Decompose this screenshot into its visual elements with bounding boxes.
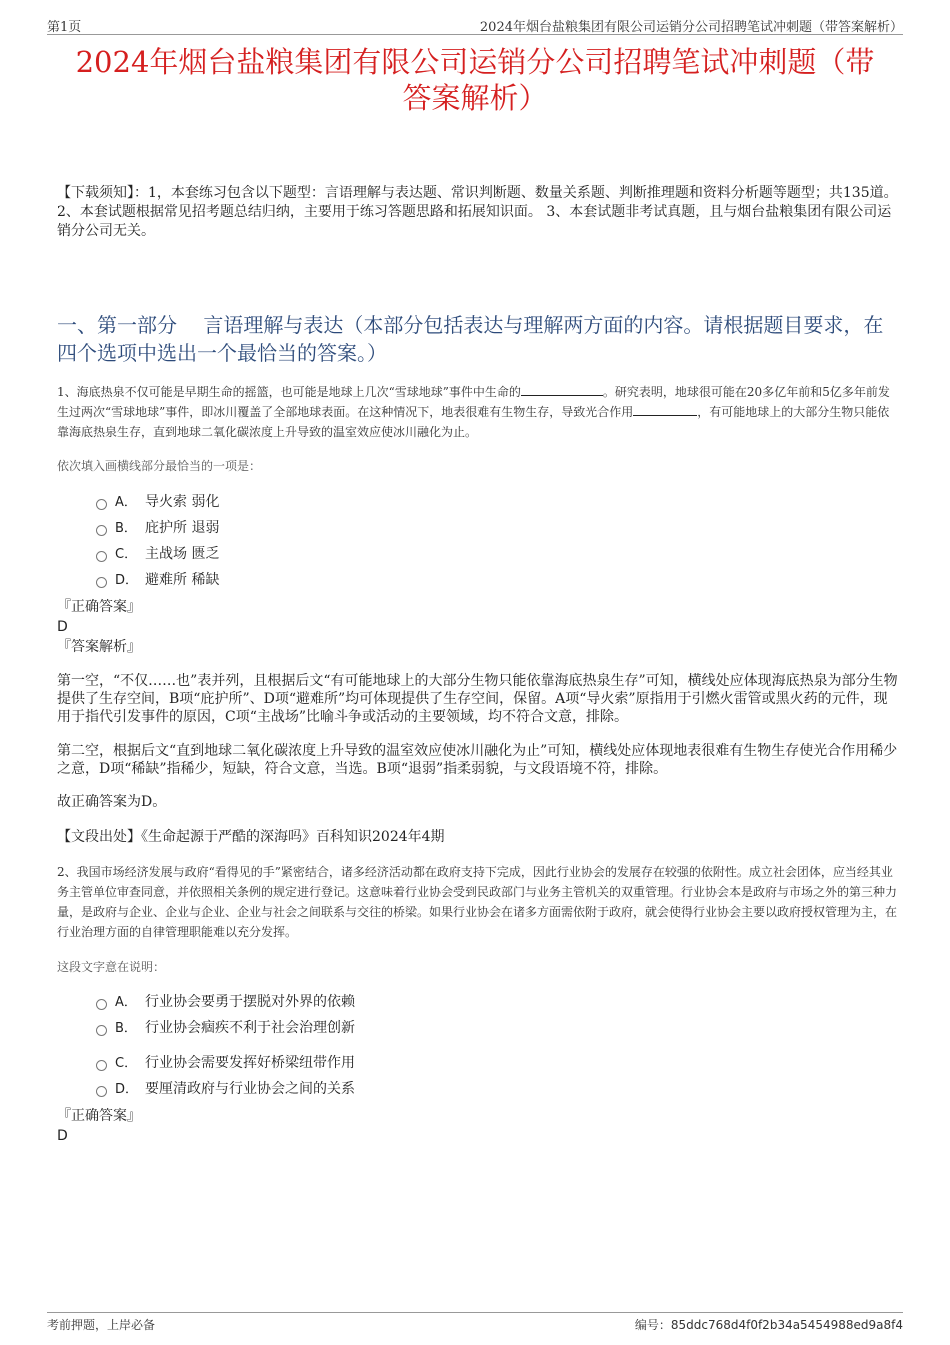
- option-text: 避难所 稀缺: [145, 572, 220, 588]
- footer-code-value: 85ddc768d4f0f2b34a5454988ed9a8f4: [670, 1318, 903, 1332]
- source-text: 《生命起源于严酷的深海吗》百科知识2024年4期: [141, 829, 445, 845]
- document-title: [40, 44, 910, 116]
- question-2-option-d[interactable]: [96, 1079, 355, 1099]
- option-letter: B．: [115, 1021, 137, 1036]
- option-letter: C．: [115, 1056, 138, 1071]
- question-2-answer: D: [57, 1128, 68, 1144]
- option-text: 行业协会需要发挥好桥梁纽带作用: [145, 1055, 355, 1071]
- notice-text: ：1，本套练习包含以下题型：言语理解与表达题、常识判断题、数量关系题、判断推理题和资料分析题等题型；共135道。 2、本套试题根据常见招考题总结归纳，主要用于练习答题思路和拓展知识面。 3、本套试题非考试真题，且与烟台盐粮集团有限公司运销分公司无关。: [57, 185, 898, 239]
- option-letter: C．: [115, 547, 138, 562]
- page-number: 第1页: [47, 20, 82, 35]
- option-letter: A．: [115, 495, 137, 510]
- radio-icon[interactable]: [96, 1086, 107, 1097]
- footer-code: [635, 1316, 903, 1333]
- option-text: 行业协会要勇于摆脱对外界的依赖: [145, 994, 355, 1010]
- header-doc-title: 2024年烟台盐粮集团有限公司运销分公司招聘笔试冲刺题（带答案解析）: [479, 20, 903, 35]
- source-label: 【文段出处】: [57, 829, 141, 845]
- question-2-option-a[interactable]: [96, 992, 355, 1012]
- radio-icon[interactable]: [96, 1060, 107, 1071]
- option-text: 要厘清政府与行业协会之间的关系: [145, 1081, 355, 1097]
- answer-blank-2: [633, 403, 697, 416]
- radio-icon[interactable]: [96, 499, 107, 510]
- option-letter: B．: [115, 521, 137, 536]
- analysis-paragraph-1: 第一空，“不仅……也”表并列，且根据后文“有可能地球上的大部分生物只能依靠海底热泉生存”可知，横线处应体现海底热泉为部分生物提供了生存空间，B项“庇护所”、D项“避难所”均可体现提供了生存空间，保留。A项“导火索”原指用于引燃火雷管或黑火药的元件，现用于指代引发事件的原因，C项“主战场”比喻斗争或活动的主要领域，均不符合文意，排除。: [57, 673, 898, 725]
- question-2-prompt: 这段文字意在说明：: [57, 960, 166, 974]
- question-1-option-d[interactable]: [96, 570, 219, 590]
- question-1-option-c[interactable]: [96, 544, 219, 564]
- document-title-line-1: 2024年烟台盐粮集团有限公司运销分公司招聘笔试冲刺题（带: [75, 45, 875, 79]
- option-letter: A．: [115, 995, 137, 1010]
- option-letter: D．: [115, 1082, 139, 1097]
- question-2-answer-label: 『正确答案』: [57, 1108, 141, 1124]
- notice-label: 【下载须知】: [57, 185, 134, 201]
- question-1-text-part-a: 1、海底热泉不仅可能是早期生命的摇篮，也可能是地球上几次“雪球地球”事件中生命的: [57, 385, 521, 399]
- page-footer: [47, 1312, 903, 1335]
- question-1-answer-label: 『正确答案』: [57, 599, 141, 615]
- option-text: 导火索 弱化: [145, 494, 220, 510]
- option-text: 主战场 匮乏: [145, 546, 220, 562]
- analysis-conclusion: 故正确答案为D。: [57, 794, 167, 810]
- radio-icon[interactable]: [96, 551, 107, 562]
- question-2-option-b[interactable]: [96, 1018, 355, 1038]
- option-text: 行业协会痼疾不利于社会治理创新: [145, 1020, 355, 1036]
- question-1-text: [57, 382, 900, 442]
- section-title: 一、第一部分 言语理解与表达（本部分包括表达与理解两方面的内容。请根据题目要求，在四个选项中选出一个最恰当的答案。）: [57, 313, 884, 365]
- page-header: [47, 14, 903, 35]
- radio-icon[interactable]: [96, 1025, 107, 1036]
- question-1-text-part-b: 。研究表明，地球很可能在20多亿年前和5亿多年前发生过两次“雪球地球”事件，即冰川覆盖了全部地球表面。在这种情况下，地表很难有生物生存，导致光合作用: [57, 385, 890, 419]
- question-1-analysis-label: 『答案解析』: [57, 639, 141, 655]
- question-1-prompt: 依次填入画横线部分最恰当的一项是：: [57, 459, 262, 473]
- question-1-option-a[interactable]: [96, 492, 219, 512]
- footer-slogan: 考前押题，上岸必备: [47, 1318, 156, 1332]
- question-1-text-part-c: ，有可能地球上的大部分生物只能依靠海底热泉生存，直到地球二氧化碳浓度上升导致的温室效应使冰川融化为止。: [57, 405, 890, 439]
- question-2-text: 2、我国市场经济发展与政府“看得见的手”紧密结合，诸多经济活动都在政府支持下完成，因此行业协会的发展存在较强的依附性。成立社会团体，应当经其业务主管单位审查同意，并依照相关条例的规定进行登记。这意味着行业协会受到民政部门与业务主管机关的双重管理。行业协会本是政府与市场之外的第三种力量，是政府与企业、企业与企业、企业与社会之间联系与交往的桥梁。如果行业协会在诸多方面需依附于政府，就会使得行业协会主要以政府授权管理为主，在行业治理方面的自律管理职能难以充分发挥。: [57, 865, 898, 939]
- option-letter: D．: [115, 573, 139, 588]
- radio-icon[interactable]: [96, 999, 107, 1010]
- document-title-line-2: 答案解析）: [402, 81, 548, 115]
- question-1-source: [57, 828, 900, 846]
- question-1-answer: D: [57, 619, 68, 635]
- option-text: 庇护所 退弱: [145, 520, 220, 536]
- analysis-paragraph-2: 第二空，根据后文“直到地球二氧化碳浓度上升导致的温室效应使冰川融化为止”可知，横线处应体现地表很难有生物生存使光合作用稀少之意，D项“稀缺”指稀少，短缺，符合文意，当选。B项“退弱”指柔弱貌，与文段语境不符，排除。: [57, 743, 898, 777]
- question-1-option-b[interactable]: [96, 518, 219, 538]
- radio-icon[interactable]: [96, 525, 107, 536]
- question-2-option-c[interactable]: [96, 1053, 355, 1073]
- radio-icon[interactable]: [96, 577, 107, 588]
- answer-blank-1: [521, 383, 603, 396]
- download-notice: [57, 184, 900, 241]
- footer-code-label: 编号：: [634, 1318, 671, 1332]
